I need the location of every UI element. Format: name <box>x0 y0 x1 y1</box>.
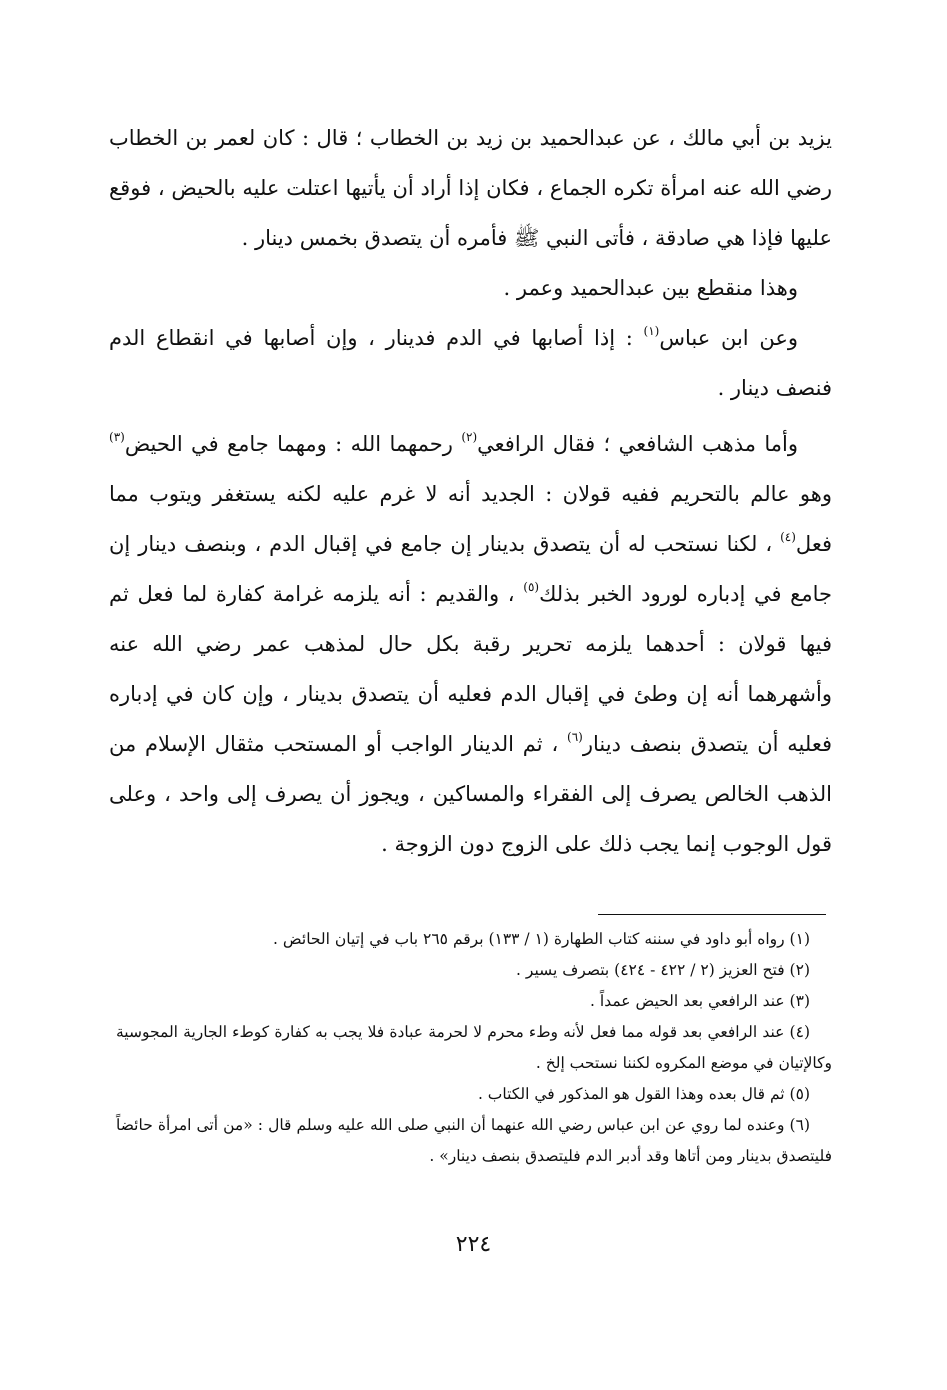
footnote-1: (١) رواه أبو داود في سننه كتاب الطهارة (١ / ١٣٣) برقم ٢٦٥ باب في إتيان الحائض . <box>273 930 810 948</box>
text-segment: ، لكنا نستحب له أن يتصدق بدينار إن جامع في إقبال الدم ، وبنصف دينار إن جامع في إدباره لورود الخبر بذلك <box>109 532 832 606</box>
footnote-ref: (١) <box>643 324 660 338</box>
text-segment: : إذا أصابها في الدم فدينار ، وإن أصابها في انقطاع الدم فنصف دينار . <box>109 326 832 400</box>
footnote-4: (٤) عند الرافعي بعد قوله مما فعل لأنه وطء محرم لا لحرمة عبادة فلا يجب به كفارة كوطء الجارية المجوسية وكالإتيان في موضع المكروه لكننا نستحب إلخ . <box>116 1023 832 1072</box>
text-segment: وهو عالم بالتحريم ففيه قولان : الجديد أنه لا غرم عليه لكنه يستغفر ويتوب مما فعل <box>109 482 832 556</box>
paragraph-1 <box>109 113 832 263</box>
footnote-ref: (٢) <box>461 430 478 444</box>
text-segment: ، ثم الدينار الواجب أو المستحب مثقال الإسلام من الذهب الخالص يصرف إلى الفقراء والمساكين ، ويجوز أن يصرف إلى واحد ، وعلى قول الوجوب إنما يجب ذلك على الزوج دون الزوجة . <box>109 732 832 856</box>
text-segment: رحمهما الله : ومهما جامع في الحيض <box>124 432 462 456</box>
footnote-6: (٦) وعنده لما روي عن ابن عباس رضي الله عنهما أن النبي صلى الله عليه وسلم قال : «من أتى امرأة حائضاً فليتصدق بدينار ومن أتاها وقد أدبر الدم فليتصدق بنصف دينار» . <box>116 1116 832 1165</box>
footnote-3: (٣) عند الرافعي بعد الحيض عمداً . <box>590 992 810 1010</box>
footnote-separator <box>598 914 826 915</box>
footnote-ref: (٥) <box>523 580 540 594</box>
footnotes <box>116 924 832 1172</box>
text-segment: وأما مذهب الشافعي ؛ فقال الرافعي <box>477 432 798 456</box>
footnote-ref: (٤) <box>780 530 796 544</box>
text-segment: وعن ابن عباس <box>659 326 798 350</box>
footnote-2: (٢) فتح العزيز (٢ / ٤٢٢ - ٤٢٤) بتصرف يسير . <box>516 961 810 979</box>
page-number: ٢٢٤ <box>455 1232 492 1257</box>
text-segment: وهذا منقطع بين عبدالحميد وعمر . <box>503 276 798 300</box>
footnote-5: (٥) ثم قال بعده وهذا القول هو المذكور في الكتاب . <box>477 1085 810 1103</box>
footnote-ref: (٦) <box>567 730 583 744</box>
text-segment: ، والقديم : أنه يلزمه غرامة كفارة لما فعل ثم فيها قولان : أحدهما يلزمه تحرير رقبة بكل حال لمذهب عمر رضي الله عنه وأشهرهما أنه إن وطئ في إقبال الدم فعليه أن يتصدق بدينار ، وإن كان في إدباره فعليه أن يتصدق بنصف دينار <box>109 582 832 756</box>
main-text <box>109 113 832 869</box>
footnote-ref: (٣) <box>109 430 125 444</box>
paragraph-2 <box>109 263 832 313</box>
paragraph-3 <box>109 313 832 413</box>
text-segment: يزيد بن أبي مالك ، عن عبدالحميد بن زيد بن الخطاب ؛ قال : كان لعمر بن الخطاب رضي الله عنه امرأة تكره الجماع ، فكان إذا أراد أن يأتيها اعتلت عليه بالحيض ، فوقع عليها فإذا هي صادقة ، فأتى النبي ﷺ فأمره أن يتصدق بخمس دينار . <box>109 126 832 250</box>
paragraph-4 <box>109 419 832 869</box>
